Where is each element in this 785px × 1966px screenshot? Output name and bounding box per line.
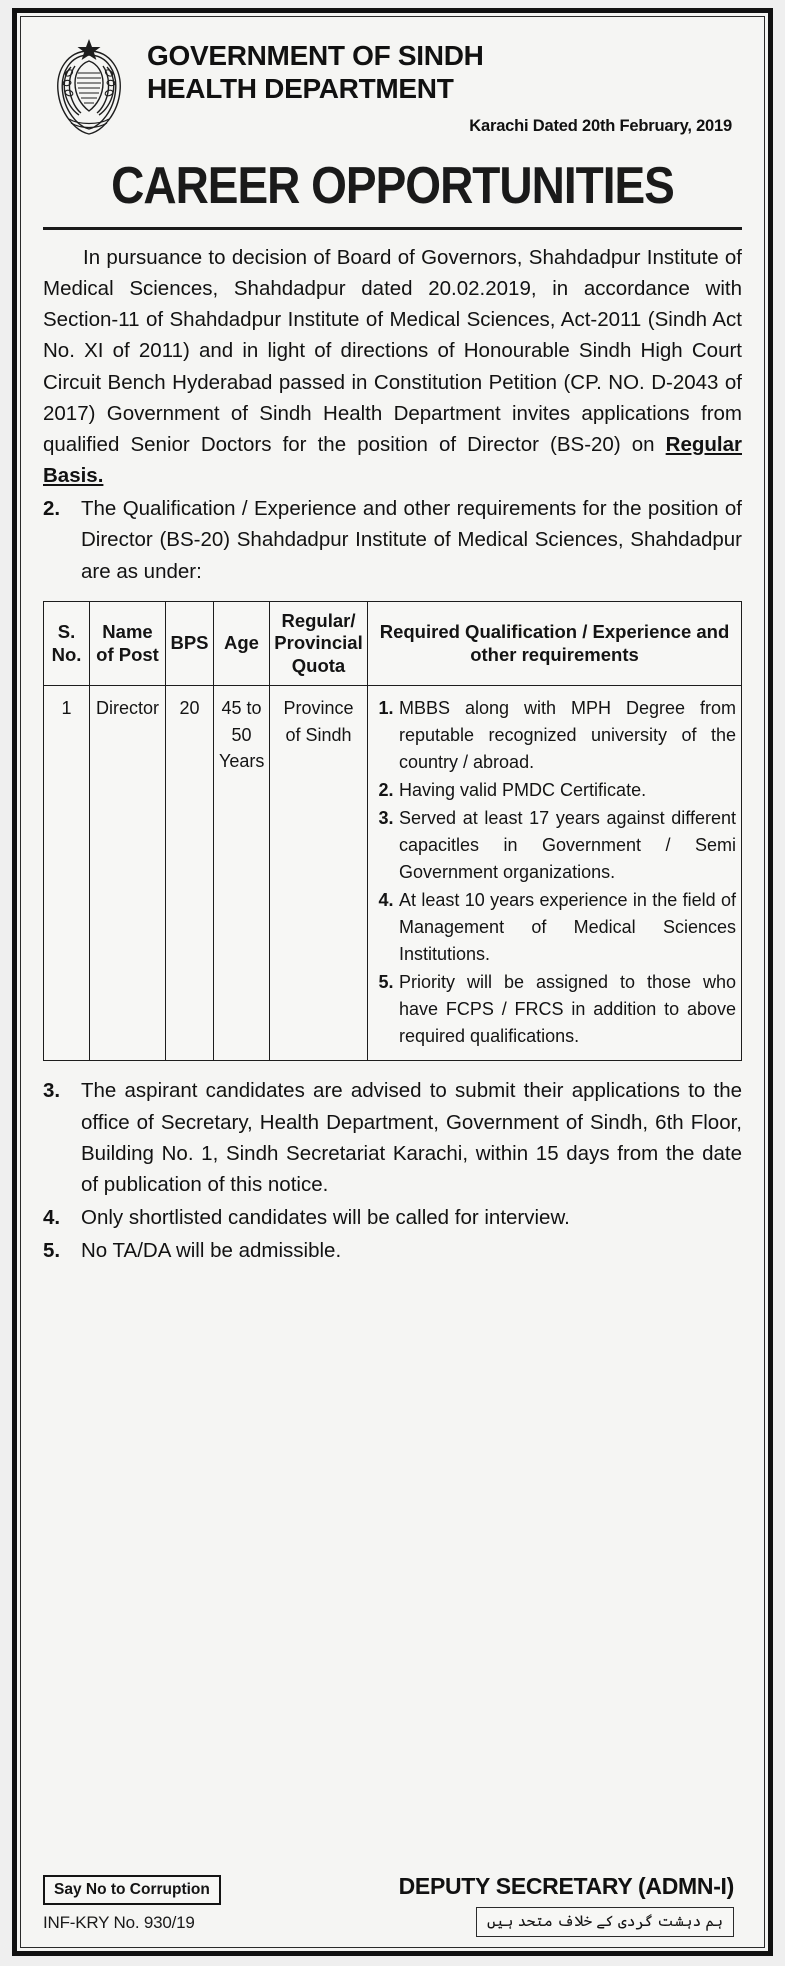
intro-paragraph — [43, 242, 742, 491]
clause-4 — [43, 1202, 742, 1233]
cell-bps: 20 — [166, 686, 214, 1061]
regular-basis-emphasis: Regular Basis. — [43, 432, 742, 488]
cell-quota: Province of Sindh — [270, 686, 368, 1061]
requirement-item — [373, 969, 736, 1050]
column-header-post: Name of Post — [90, 601, 166, 686]
requirement-text: At least 10 years experience in the field of Management of Medical Sciences Institutions. — [399, 890, 736, 965]
clause-2 — [43, 493, 742, 586]
requirement-number: 3. — [378, 808, 394, 829]
requirement-text: Served at least 17 years against different capacitles in Government / Semi Government organizations. — [399, 808, 736, 883]
clause-4-number: 4. — [43, 1206, 61, 1230]
clause-5-text: No TA/DA will be admissible. — [81, 1239, 342, 1263]
column-header-sno: S. No. — [44, 601, 90, 686]
column-header-quota: Regular/ Provincial Quota — [270, 601, 368, 686]
cell-post: Director — [90, 686, 166, 1061]
footer-left — [43, 1873, 221, 1933]
requirement-text: MBBS along with MPH Degree from reputable recognized university of the country / abroad. — [399, 698, 736, 773]
urdu-slogan-text: ہم دہشت گردی کے خلاف متحد ہیں — [487, 1913, 723, 1930]
column-header-requirements: Required Qualification / Experience and other requirements — [368, 601, 742, 686]
body-content — [37, 242, 748, 1266]
clause-3 — [43, 1075, 742, 1200]
inf-reference-number: INF-KRY No. 930/19 — [43, 1913, 195, 1932]
clause-2-number: 2. — [43, 497, 61, 521]
cell-age — [214, 686, 270, 1061]
requirement-number: 5. — [378, 972, 394, 993]
column-header-age: Age — [214, 601, 270, 686]
table-header-row — [44, 601, 742, 686]
government-of-sindh-emblem-icon — [49, 33, 129, 141]
header — [37, 27, 748, 141]
inner-border — [20, 16, 765, 1948]
requirement-text: Priority will be assigned to those who have FCPS / FRCS in addition to above required qualifications. — [399, 972, 736, 1047]
clause-5-number: 5. — [43, 1239, 61, 1263]
cell-sno: 1 — [44, 686, 90, 1061]
say-no-to-corruption-badge: Say No to Corruption — [43, 1875, 221, 1905]
requirement-item — [373, 695, 736, 776]
organization-line-1: GOVERNMENT OF SINDH — [147, 40, 484, 71]
table-row — [44, 686, 742, 1061]
footer-right — [399, 1873, 742, 1937]
intro-text: In pursuance to decision of Board of Governors, Shahdadpur Institute of Medical Sciences, Shahdadpur dated 20.02.2019, in accordance with Section-11 of Shahdadpur Institute of Medical Sciences, Act-2011 (Sindh Act No. XI of 2011) and in light of directions of Honourable Sindh High Court Circuit Bench Hyderabad passed in Constitution Petition (CP. NO. D-2043 of 2017) Government of Sindh Health Department invites applications from qualified Senior Doctors for the position of Director (BS-20) on — [43, 246, 742, 456]
requirement-number: 2. — [378, 780, 394, 801]
requirements-list — [373, 695, 736, 1050]
requirement-item — [373, 887, 736, 968]
requirement-text: Having valid PMDC Certificate. — [399, 780, 647, 801]
clause-3-text: The aspirant candidates are advised to submit their applications to the office of Secretary, Health Department, Government of Sindh, 6th Floor, Building No. 1, Sindh Secretariat Karachi, within 15 days from the date of publication of this notice. — [81, 1079, 742, 1196]
cell-age-value: 45 to 50 Years — [219, 698, 265, 771]
clause-4-text: Only shortlisted candidates will be called for interview. — [81, 1206, 570, 1230]
clause-2-text: The Qualification / Experience and other requirements for the position of Director (BS-20) Shahdadpur Institute of Medical Sciences, Shahdadpur are as under: — [81, 497, 742, 583]
column-header-bps: BPS — [166, 601, 214, 686]
page-title: CAREER OPPORTUNITIES — [111, 156, 674, 215]
clause-5 — [43, 1235, 742, 1266]
issue-date: Karachi Dated 20th February, 2019 — [469, 117, 732, 136]
requirement-item — [373, 805, 736, 886]
requirement-number: 4. — [378, 890, 394, 911]
cell-requirements — [368, 686, 742, 1061]
outer-border — [12, 8, 773, 1956]
organization-line-2: HEALTH DEPARTMENT — [147, 73, 454, 105]
title-underline-rule — [43, 227, 742, 230]
signatory-designation: DEPUTY SECRETARY (ADMN-I) — [398, 1873, 734, 1899]
footer — [37, 1865, 748, 1939]
header-text-block — [137, 33, 748, 136]
job-details-table — [43, 601, 742, 1062]
requirement-item — [373, 777, 736, 804]
clause-3-number: 3. — [43, 1079, 61, 1103]
requirement-number: 1. — [378, 698, 394, 719]
urdu-slogan-badge — [476, 1907, 734, 1937]
